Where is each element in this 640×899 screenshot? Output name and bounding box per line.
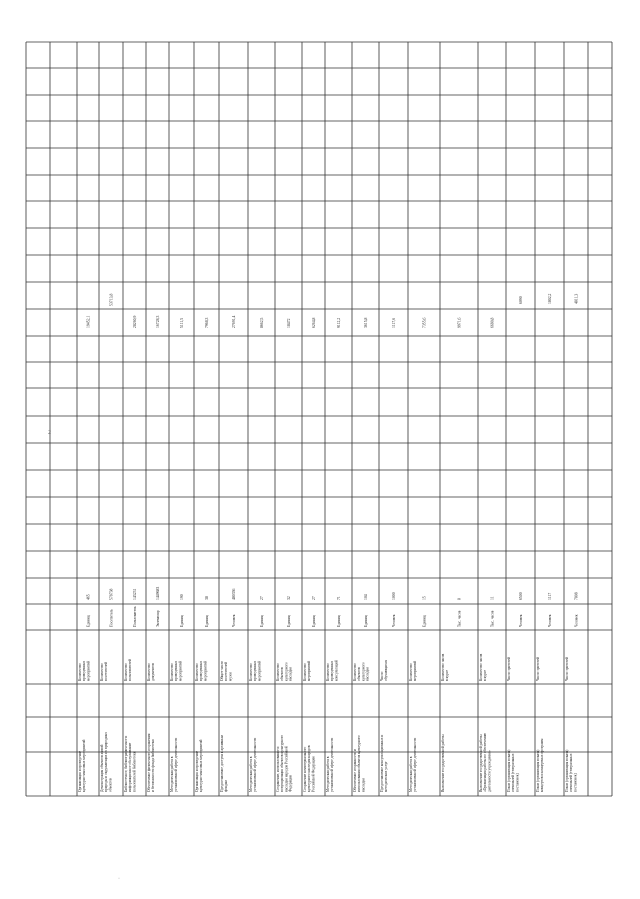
row-unit: Посетитель [109, 609, 114, 627]
row-name: Методическая работа вустановленной сфере деятельности [249, 737, 258, 792]
row-plan-value: 7808 [574, 592, 579, 600]
row-plan-value: 480336 [232, 588, 236, 600]
row-unit: Единиц [260, 615, 264, 627]
row-indicator: Количестводокументов [147, 663, 156, 681]
row-plan-value: 143231 [133, 588, 137, 600]
row-amount: 4811,3 [574, 293, 579, 304]
row-amount: 7355,6 [422, 317, 427, 328]
row-amount: 6264,8 [312, 317, 316, 328]
row-name: Предоставление консультационных иметодических услуг [380, 734, 389, 792]
footer-mark: · [118, 876, 120, 882]
row-unit: Единиц [205, 615, 209, 627]
row-name: Обеспечение сохранности ииспользования объектов культурногонаследия [353, 735, 366, 792]
row-plan-value: 6500 [519, 592, 523, 600]
row-name: Обеспечение физического сохраненияи безопасности фонда библиотеки [147, 733, 156, 792]
row-unit: Тыс. часов [490, 610, 495, 627]
row-plan-value: 8 [457, 598, 462, 600]
row-amount: 19452,1 [86, 315, 91, 328]
row-unit: Единиц [86, 615, 91, 627]
row-plan-value: 1449683 [156, 586, 160, 600]
row-indicator: Количествообъектовкультурногонаследия [276, 662, 293, 681]
row-amount: 16728,3 [156, 315, 160, 328]
row-unit: Человек [548, 614, 552, 627]
row-unit: Единиц [364, 615, 368, 627]
row-amount: 9112,2 [337, 317, 341, 328]
row-unit: Экземпляр [156, 610, 160, 627]
row-amount: 6680,8 [490, 317, 495, 328]
row-name: Библиотечное, библиографическое иинформационное обслуживаниепользователей библиотеки [124, 735, 137, 792]
row-name: Сохранение нематериальногокультурного наследия народовРоссийской Федерации [303, 745, 316, 792]
row-plan-value: 27 [260, 596, 264, 600]
row-indicator: Количествопроведенныхмероприятий [78, 660, 91, 681]
row-amount: 5111,5 [180, 317, 184, 328]
row-name: Демонстрация объектов живойприроды и окружающих их природныхобъектов [100, 731, 113, 792]
margin-mark: 2 [48, 430, 51, 436]
row-amount: 6090 [519, 296, 523, 304]
row-name: Показ (организация показа)концертов и концертных программ [536, 738, 545, 792]
row-name: Показ (организация показа)спектаклей (театральныхпостановок) [565, 749, 578, 792]
row-unit: Единиц [337, 615, 341, 627]
row-plan-value: 15 [422, 596, 427, 600]
row-name: Сохранение, использование ипопуляризация объектов культурногонаследия народов РоссийскойФедерации [276, 734, 293, 792]
row-plan-value: 190 [180, 594, 184, 600]
row-name: Предоставление доступа к архивнымфондам [220, 735, 229, 792]
row-amount: 18472 [287, 318, 291, 328]
row-plan-value: 1000 [392, 592, 396, 600]
row-unit: Человек [232, 614, 236, 627]
row-unit: Единиц [287, 615, 291, 627]
row-unit: Тыс. часов [457, 610, 462, 627]
row-amount: 7968,3 [205, 317, 209, 328]
row-unit: Единиц [180, 615, 184, 627]
row-amount: 1802,2 [548, 293, 552, 304]
row-name: Методическая работа вустановленной сфере деятельности [409, 737, 418, 792]
row-unit: Пользователь [133, 606, 137, 627]
row-unit: Единиц [312, 615, 316, 627]
row-indicator: Число зрителей [536, 657, 540, 681]
row-indicator: Количествопроведенныхмероприятий [249, 660, 262, 681]
row-indicator: Количествопроведенныхмероприятий [195, 660, 208, 681]
row-plan-value: 38 [205, 596, 209, 600]
row-plan-value: 465 [86, 594, 91, 600]
row-indicator: Число зрителей [565, 657, 569, 681]
row-indicator: Количествообъектовкультурногонаследия [353, 662, 370, 681]
row-amount: 9971,6 [457, 317, 462, 328]
row-indicator: Количество часовв курсе [441, 653, 450, 681]
row-plan-value: 1117 [548, 592, 552, 600]
row-amount: 1117,6 [392, 317, 396, 328]
row-unit: Человек [392, 614, 396, 627]
row-indicator: Количествопосетителей [100, 661, 109, 681]
row-amount: 27691,4 [232, 315, 236, 328]
row-amount: 28260,9 [133, 315, 137, 328]
row-unit: Единиц [422, 615, 427, 627]
row-plan-value: 11 [490, 596, 495, 600]
row-indicator: Число зрителей [507, 657, 511, 681]
row-amount: 3615,8 [364, 317, 368, 328]
row-indicator: Количествопроведенныхконсультаций [326, 660, 339, 681]
row-indicator: Количествомероприятий [303, 660, 312, 681]
row-indicator: Числообучающихся [380, 659, 389, 681]
row-name: Показ (организация показа)спектаклей (театральныхпостановок) [507, 749, 520, 792]
row-unit: Человек [574, 614, 579, 627]
row-amount: 53713,8 [109, 293, 114, 306]
row-plan-value: 27 [312, 596, 316, 600]
row-name: Выполнение государственной работы [441, 734, 445, 792]
row-plan-value: 32 [287, 596, 291, 600]
row-amount: 8662,5 [260, 317, 264, 328]
row-name: Организация и проведениекультурно-массовых мероприятий [195, 739, 204, 792]
row-indicator: Количествопользователей [124, 659, 133, 681]
row-indicator: Количествомероприятий [409, 660, 418, 681]
row-plan-value: 578738 [109, 588, 114, 600]
row-name: Методическая работа вустановленной сфере деятельности [170, 737, 179, 792]
row-name: Выполнение государственной работы«Организация работы по обеспечениюдеятельности учреждения» [479, 732, 492, 792]
row-plan-value: 71 [337, 596, 341, 600]
row-unit: Человек [519, 614, 523, 627]
row-indicator: Количество часовв курсе [479, 653, 488, 681]
row-name: Методическая работа вустановленной сфере деятельности [326, 737, 335, 792]
row-name: Организация и проведениекультурно-массовых мероприятий [78, 739, 87, 792]
row-plan-value: 104 [364, 594, 368, 600]
row-indicator: Общее числопосетителеймузея [220, 660, 233, 681]
row-indicator: Количествопроведенныхмероприятий [170, 660, 183, 681]
